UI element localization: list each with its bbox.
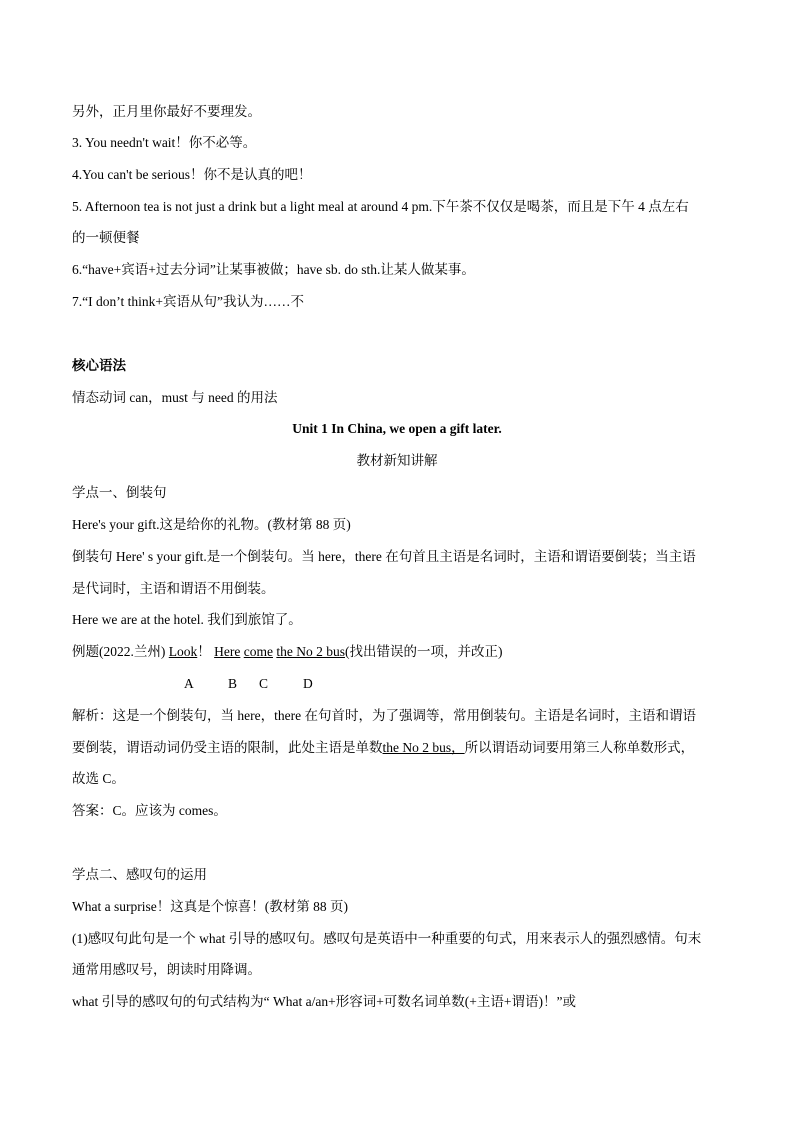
point1-explanation-2: 是代词时，主语和谓语不用倒装。 (72, 581, 275, 596)
text-line-4: 5. Afternoon tea is not just a drink but a light meal at around 4 pm.下午茶不仅仅是喝茶，而且是下午 4 点左右 (72, 199, 689, 214)
text-line-6: 6.“have+宾语+过去分词”让某事被做；have sb. do sth.让某人做某事。 (72, 262, 475, 277)
point1-heading: 学点一、倒装句 (72, 485, 167, 500)
analysis-subject: the No 2 bus， (382, 740, 465, 755)
question-suffix: (找出错误的一项，并改正) (344, 644, 503, 659)
analysis-post: 所以谓语动词要用第三人称单数形式， (464, 740, 695, 755)
unit-title: Unit 1 In China, we open a gift later. (292, 421, 502, 436)
point2-explanation-1: (1)感叹句此句是一个 what 引导的感叹句。感叹句是英语中一种重要的句式，用来表示人的强烈感情。句末 (72, 931, 702, 946)
point2-example: What a surprise！这真是个惊喜！(教材第 88 页) (72, 899, 348, 914)
option-d-label: D (303, 676, 313, 691)
option-a-label: A (184, 676, 194, 691)
analysis-line-2 (72, 739, 734, 757)
point2-explanation-3: what 引导的感叹句的句式结构为“ What a/an+形容词+可数名词单数(+主语+谓语)！”或 (72, 994, 577, 1009)
point2-heading: 学点二、感叹句的运用 (72, 867, 207, 882)
point1-example-2: Here we are at the hotel. 我们到旅馆了。 (72, 612, 302, 627)
choice-a-text: Look (168, 644, 198, 659)
grammar-line: 情态动词 can，must 与 need 的用法 (72, 390, 278, 405)
text-line-2: 3. You needn't wait！你不必等。 (72, 135, 257, 150)
grammar-heading: 核心语法 (72, 358, 126, 373)
text-line-5: 的一顿便餐 (72, 230, 140, 245)
question-separator: ！ (197, 644, 215, 659)
text-line-3: 4.You can't be serious！你不是认真的吧！ (72, 167, 312, 182)
point1-explanation-1: 倒装句 Here' s your gift.是一个倒装句。当 here，there 在句首且主语是名词时，主语和谓语要倒装；当主语 (72, 549, 696, 564)
analysis-line-3: 故选 C。 (72, 771, 125, 786)
option-b-label: B (228, 676, 238, 691)
point2-explanation-2: 通常用感叹号，朗读时用降调。 (72, 962, 261, 977)
point1-example: Here's your gift.这是给你的礼物。(教材第 88 页) (72, 517, 351, 532)
analysis-pre: 要倒装，谓语动词仍受主语的限制，此处主语是单数 (72, 740, 383, 755)
text-line-7: 7.“I don’t think+宾语从句”我认为……不 (72, 294, 304, 309)
option-c-label: C (259, 676, 269, 691)
text-line-1: 另外，正月里你最好不要理发。 (72, 104, 261, 119)
choice-c-text: come (243, 644, 273, 659)
question-prefix: 例题(2022.兰州) (72, 644, 169, 659)
choice-b-text: Here (214, 644, 241, 659)
analysis-line-1: 解析：这是一个倒装句，当 here，there 在句首时，为了强调等，常用倒装句。主语是名词时，主语和谓语 (72, 708, 696, 723)
exercise-question (72, 643, 734, 661)
answer-line: 答案：C。应该为 comes。 (72, 803, 227, 818)
choice-d-text: the No 2 bus (276, 644, 345, 659)
unit-subtitle: 教材新知讲解 (356, 453, 438, 468)
